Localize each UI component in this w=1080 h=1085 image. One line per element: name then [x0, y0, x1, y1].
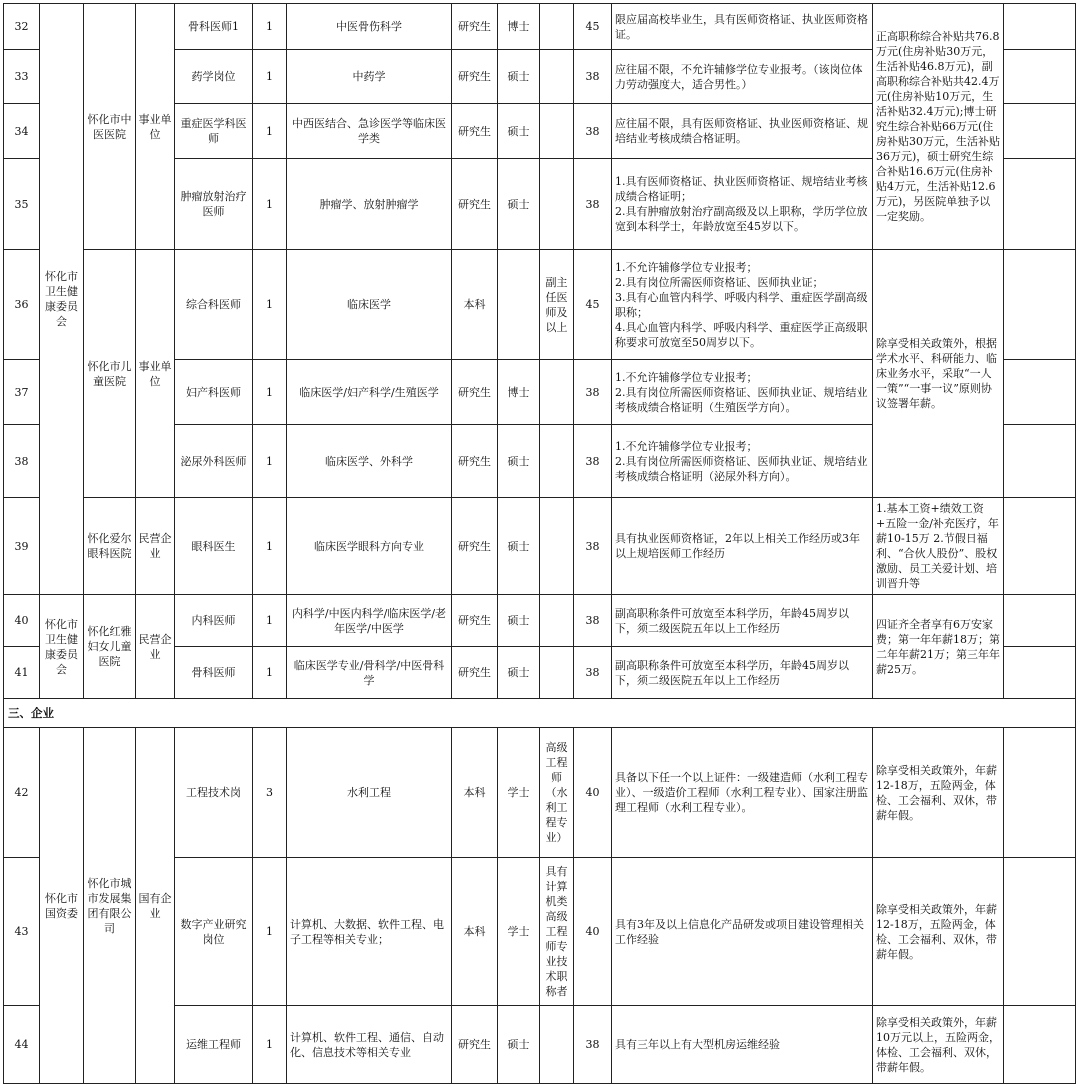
major-requirement: 临床医学专业/骨科学/中医骨科学 — [287, 647, 452, 699]
education: 研究生 — [452, 498, 498, 595]
age-limit: 38 — [574, 360, 612, 425]
remarks — [1004, 647, 1076, 699]
professional-title — [540, 360, 574, 425]
professional-title — [540, 159, 574, 250]
education: 研究生 — [452, 104, 498, 159]
professional-title — [540, 595, 574, 647]
degree: 硕士 — [498, 498, 540, 595]
hiring-count: 3 — [253, 728, 287, 858]
remarks — [1004, 360, 1076, 425]
other-requirements: 1.不允许辅修学位专业报考； 2.具有岗位所需医师资格证、医师执业证、规培结业考核成绩合格证明（生殖医学方向）。 — [612, 360, 873, 425]
other-requirements: 副高职称条件可放宽至本科学历，年龄45周岁以下，须二级医院五年以上工作经历 — [612, 595, 873, 647]
hiring-count: 1 — [253, 104, 287, 159]
professional-title — [540, 4, 574, 50]
remarks — [1004, 595, 1076, 647]
remarks — [1004, 425, 1076, 498]
recruitment-table-sheet — [3, 3, 1075, 1083]
education: 研究生 — [452, 4, 498, 50]
degree: 硕士 — [498, 50, 540, 104]
degree: 博士 — [498, 360, 540, 425]
benefits: 除享受相关政策外，根据学术水平、科研能力、临床业务水平，采取“一人一策”“一事一议”原则协议签署年薪。 — [873, 250, 1004, 498]
post-name: 泌尿外科医师 — [175, 425, 253, 498]
table-row — [4, 4, 1076, 50]
row-number: 38 — [4, 425, 40, 498]
hiring-count: 1 — [253, 360, 287, 425]
professional-title — [540, 1006, 574, 1084]
other-requirements: 具有3年及以上信息化产品研发或项目建设管理相关工作经验 — [612, 858, 873, 1006]
professional-title — [540, 104, 574, 159]
employer-name: 怀化市儿童医院 — [84, 250, 136, 498]
post-name: 肿瘤放射治疗医师 — [175, 159, 253, 250]
degree: 硕士 — [498, 425, 540, 498]
education: 研究生 — [452, 360, 498, 425]
competent-department: 怀化市卫生健康委员会 — [40, 4, 84, 595]
major-requirement: 临床医学 — [287, 250, 452, 360]
education: 研究生 — [452, 50, 498, 104]
benefits: 除享受相关政策外，年薪12-18万，五险两金，体检、工会福利、双休，带薪年假。 — [873, 728, 1004, 858]
other-requirements: 应往届不限，不允许辅修学位专业报考。（该岗位体力劳动强度大，适合男性。） — [612, 50, 873, 104]
row-number: 43 — [4, 858, 40, 1006]
education: 研究生 — [452, 647, 498, 699]
row-number: 32 — [4, 4, 40, 50]
section-heading: 三、企业 — [4, 699, 1076, 728]
other-requirements: 1.具有医师资格证、执业医师资格证、规培结业考核成绩合格证明； 2.具有肿瘤放射治疗副高级及以上职称，学历学位放宽到本科学士，年龄放宽至45岁以下。 — [612, 159, 873, 250]
row-number: 39 — [4, 498, 40, 595]
post-name: 数字产业研究岗位 — [175, 858, 253, 1006]
benefits: 除享受相关政策外，年薪12-18万，五险两金，体检、工会福利、双休，带薪年假。 — [873, 858, 1004, 1006]
degree: 学士 — [498, 728, 540, 858]
post-name: 重症医学科医师 — [175, 104, 253, 159]
hiring-count: 1 — [253, 250, 287, 360]
post-name: 内科医师 — [175, 595, 253, 647]
remarks — [1004, 4, 1076, 50]
education: 本科 — [452, 858, 498, 1006]
major-requirement: 水利工程 — [287, 728, 452, 858]
age-limit: 40 — [574, 858, 612, 1006]
post-name: 骨科医师 — [175, 647, 253, 699]
row-number: 42 — [4, 728, 40, 858]
hiring-count: 1 — [253, 159, 287, 250]
professional-title: 具有计算机类高级工程师专业技术职称者 — [540, 858, 574, 1006]
major-requirement: 临床医学眼科方向专业 — [287, 498, 452, 595]
remarks — [1004, 858, 1076, 1006]
employer-name: 怀化市城市发展集团有限公司 — [84, 728, 136, 1084]
professional-title — [540, 647, 574, 699]
remarks — [1004, 50, 1076, 104]
post-name: 妇产科医师 — [175, 360, 253, 425]
benefits: 除享受相关政策外，年薪10万元以上，五险两金，体检、工会福利、双休，带薪年假。 — [873, 1006, 1004, 1084]
hiring-count: 1 — [253, 425, 287, 498]
table-row — [4, 595, 1076, 647]
degree: 硕士 — [498, 104, 540, 159]
remarks — [1004, 498, 1076, 595]
other-requirements: 具备以下任一个以上证件：一级建造师（水利工程专业）、一级造价工程师（水利工程专业）、国家注册监理工程师（水利工程专业）。 — [612, 728, 873, 858]
education: 本科 — [452, 250, 498, 360]
degree: 硕士 — [498, 647, 540, 699]
post-name: 运维工程师 — [175, 1006, 253, 1084]
table-row — [4, 498, 1076, 595]
other-requirements: 1.不允许辅修学位专业报考； 2.具有岗位所需医师资格证、医师执业证； 3.具有心血管内科学、呼吸内科学、重症医学副高级职称； 4.具心血管内科学、呼吸内科学、重症医学正高级职称要求可放宽至50周岁以下。 — [612, 250, 873, 360]
employer-type: 事业单位 — [136, 250, 175, 498]
other-requirements: 应往届不限，具有医师资格证、执业医师资格证、规培结业考核成绩合格证明。 — [612, 104, 873, 159]
employer-type: 国有企业 — [136, 728, 175, 1084]
major-requirement: 计算机、大数据、软件工程、电子工程等相关专业； — [287, 858, 452, 1006]
benefits: 正高职称综合补贴共76.8万元(住房补贴30万元，生活补贴46.8万元)，副高职称综合补贴共42.4万元(住房补贴10万元，生活补贴32.4万元);博士研究生综合补贴66万元(住房补贴30万元，生活补贴36万元)，硕士研究生综合补贴16.6万元(住房补贴4万元，生活补贴12.6万元)，另医院单独予以一定奖励。 — [873, 4, 1004, 250]
employer-type: 事业单位 — [136, 4, 175, 250]
education: 研究生 — [452, 159, 498, 250]
hiring-count: 1 — [253, 595, 287, 647]
professional-title: 高级工程师（水利工程专业） — [540, 728, 574, 858]
remarks — [1004, 104, 1076, 159]
employer-name: 怀化市中医医院 — [84, 4, 136, 250]
age-limit: 38 — [574, 1006, 612, 1084]
row-number: 33 — [4, 50, 40, 104]
age-limit: 38 — [574, 498, 612, 595]
post-name: 工程技术岗 — [175, 728, 253, 858]
age-limit: 38 — [574, 425, 612, 498]
row-number: 36 — [4, 250, 40, 360]
post-name: 药学岗位 — [175, 50, 253, 104]
degree: 硕士 — [498, 1006, 540, 1084]
table-row — [4, 250, 1076, 360]
age-limit: 38 — [574, 104, 612, 159]
remarks — [1004, 1006, 1076, 1084]
remarks — [1004, 728, 1076, 858]
age-limit: 40 — [574, 728, 612, 858]
hiring-count: 1 — [253, 498, 287, 595]
benefits: 四证齐全者享有6万安家费；第一年年薪18万；第二年年薪21万；第三年年薪25万。 — [873, 595, 1004, 699]
degree: 学士 — [498, 858, 540, 1006]
hiring-count: 1 — [253, 858, 287, 1006]
remarks — [1004, 159, 1076, 250]
other-requirements: 限应届高校毕业生，具有医师资格证、执业医师资格证。 — [612, 4, 873, 50]
major-requirement: 内科学/中医内科学/临床医学/老年医学/中医学 — [287, 595, 452, 647]
professional-title — [540, 498, 574, 595]
age-limit: 38 — [574, 647, 612, 699]
post-name: 综合科医师 — [175, 250, 253, 360]
age-limit: 38 — [574, 595, 612, 647]
age-limit: 45 — [574, 4, 612, 50]
other-requirements: 具有三年以上有大型机房运维经验 — [612, 1006, 873, 1084]
hiring-count: 1 — [253, 647, 287, 699]
row-number: 37 — [4, 360, 40, 425]
major-requirement: 肿瘤学、放射肿瘤学 — [287, 159, 452, 250]
degree — [498, 250, 540, 360]
hiring-count: 1 — [253, 50, 287, 104]
professional-title — [540, 425, 574, 498]
major-requirement: 中医骨伤科学 — [287, 4, 452, 50]
employer-name: 怀化爱尔眼科医院 — [84, 498, 136, 595]
other-requirements: 1.不允许辅修学位专业报考； 2.具有岗位所需医师资格证、医师执业证、规培结业考核成绩合格证明（泌尿外科方向）。 — [612, 425, 873, 498]
hiring-count: 1 — [253, 1006, 287, 1084]
remarks — [1004, 250, 1076, 360]
table-row — [4, 728, 1076, 858]
row-number: 44 — [4, 1006, 40, 1084]
benefits: 1.基本工资+绩效工资+五险一金/补充医疗，年薪10-15万 2.节假日福利、“合伙人股份”、股权激励、员工关爱计划、培训晋升等 — [873, 498, 1004, 595]
education: 研究生 — [452, 595, 498, 647]
age-limit: 45 — [574, 250, 612, 360]
education: 本科 — [452, 728, 498, 858]
major-requirement: 中西医结合、急诊医学等临床医学类 — [287, 104, 452, 159]
education: 研究生 — [452, 1006, 498, 1084]
section-row — [4, 699, 1076, 728]
other-requirements: 副高职称条件可放宽至本科学历，年龄45周岁以下，须二级医院五年以上工作经历 — [612, 647, 873, 699]
post-name: 眼科医生 — [175, 498, 253, 595]
degree: 博士 — [498, 4, 540, 50]
competent-department: 怀化市卫生健康委员会 — [40, 595, 84, 699]
employer-type: 民营企业 — [136, 498, 175, 595]
post-name: 骨科医师1 — [175, 4, 253, 50]
hiring-count: 1 — [253, 4, 287, 50]
major-requirement: 临床医学、外科学 — [287, 425, 452, 498]
row-number: 41 — [4, 647, 40, 699]
major-requirement: 计算机、软件工程、通信、自动化、信息技术等相关专业 — [287, 1006, 452, 1084]
professional-title: 副主任医师及以上 — [540, 250, 574, 360]
education: 研究生 — [452, 425, 498, 498]
recruitment-table — [3, 3, 1076, 1084]
degree: 硕士 — [498, 159, 540, 250]
degree: 硕士 — [498, 595, 540, 647]
professional-title — [540, 50, 574, 104]
employer-name: 怀化红雅妇女儿童医院 — [84, 595, 136, 699]
major-requirement: 临床医学/妇产科学/生殖医学 — [287, 360, 452, 425]
row-number: 34 — [4, 104, 40, 159]
age-limit: 38 — [574, 50, 612, 104]
row-number: 35 — [4, 159, 40, 250]
employer-type: 民营企业 — [136, 595, 175, 699]
major-requirement: 中药学 — [287, 50, 452, 104]
row-number: 40 — [4, 595, 40, 647]
competent-department: 怀化市国资委 — [40, 728, 84, 1084]
other-requirements: 具有执业医师资格证，2年以上相关工作经历或3年以上规培医师工作经历 — [612, 498, 873, 595]
age-limit: 38 — [574, 159, 612, 250]
